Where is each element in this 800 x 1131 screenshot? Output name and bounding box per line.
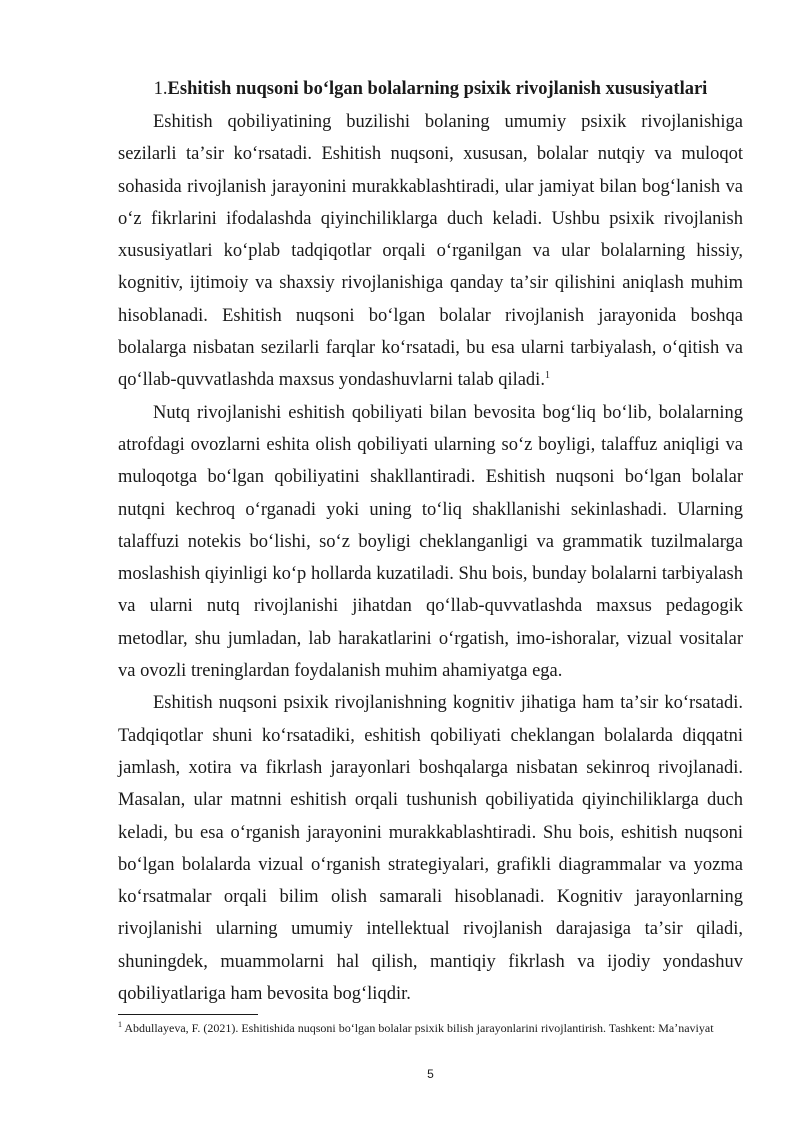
section-title: Eshitish nuqsoni boʻlgan bolalarning psixik rivojlanish xususiyatlari [167, 79, 708, 99]
body-text [118, 106, 743, 1010]
footnote [118, 1020, 743, 1036]
page-number: 5 [427, 1067, 434, 1081]
document-page [118, 0, 743, 1131]
paragraph-1 [118, 106, 743, 397]
footnote-text: Abdullayeva, F. (2021). Eshitishida nuqsoni boʻlgan bolalar psixik bilish jarayonlarini rivojlantirish. Tashkent: Maʼnaviyat [122, 1021, 714, 1035]
footnote-mark: 1 [118, 1020, 122, 1029]
paragraph-3: Eshitish nuqsoni psixik rivojlanishning kognitiv jihatiga ham taʼsir koʻrsatadi. Tadqiqotlar shuni koʻrsatadiki, eshitish qobiliyati cheklangan bolalarda diqqatni jamlash, xotira va fikrlash jarayonlari boshqalarga nisbatan sekinroq rivojlanadi. Masalan, ular matnni eshitish orqali tushunish qobiliyatida qiyinchiliklarga duch keladi, bu esa oʻrganish jarayonini murakkablashtiradi. Shu bois, eshitish nuqsoni boʻlgan bolalarda vizual oʻrganish strategiyalari, grafikli diagrammalar va yozma koʻrsatmalar orqali bilim olish samarali hisoblanadi. Kognitiv jarayonlarning rivojlanishi ularning umumiy intellektual rivojlanish darajasiga taʼsir qiladi, shuningdek, muammolarni hal qilish, mantiqiy fikrlash va ijodiy yondashuv qobiliyatlariga ham bevosita bogʻliqdir. [118, 693, 743, 1005]
section-heading [118, 78, 743, 100]
paragraph-2: Nutq rivojlanishi eshitish qobiliyati bilan bevosita bogʻliq boʻlib, bolalarning atrofdagi ovozlarni eshita olish qobiliyati ularning soʻz boyligi, talaffuz aniqligi va muloqotga boʻlgan qobiliyatini shakllantiradi. Eshitish nuqsoni boʻlgan bolalar nutqni kechroq oʻrganadi yoki uning toʻliq shakllanishi sekinlashadi. Ularning talaffuzi notekis boʻlishi, soʻz boyligi cheklanganligi va grammatik tuzilmalarga moslashish qiyinligi koʻp hollarda kuzatiladi. Shu bois, bunday bolalarni tarbiyalash va ularni nutq rivojlanishi jihatdan qoʻllab-quvvatlashda maxsus pedagogik metodlar, shu jumladan, lab harakatlarini oʻrgatish, imo-ishoralar, vizual vositalar va ovozli treninglardan foydalanish muhim ahamiyatga ega. [118, 402, 743, 682]
footnote-separator [118, 1014, 258, 1015]
section-number: 1. [153, 79, 168, 99]
paragraph-1-text: Eshitish qobiliyatining buzilishi bolaning umumiy psixik rivojlanishiga sezilarli taʼsir koʻrsatadi. Eshitish nuqsoni, xususan, bolalar nutqiy va muloqot sohasida rivojlanish jarayonini murakkablashtiradi, ular jamiyat bilan bogʻlanish va oʻz fikrlarini ifodalashda qiyinchiliklarga duch keladi. Ushbu psixik rivojlanish xususiyatlari koʻplab tadqiqotlar orqali oʻrganilgan va ular bolalarning hissiy, kognitiv, ijtimoiy va shaxsiy rivojlanishiga qanday taʼsir qilishini aniqlash muhim hisoblanadi. Eshitish nuqsoni boʻlgan bolalar rivojlanish jarayonida boshqa bolalarga nisbatan sezilarli farqlar koʻrsatadi, bu esa ularni tarbiyalash, oʻqitish va qoʻllab-quvvatlashda maxsus yondashuvlarni talab qiladi. [118, 112, 743, 391]
footnote-reference[interactable]: 1 [544, 370, 550, 382]
